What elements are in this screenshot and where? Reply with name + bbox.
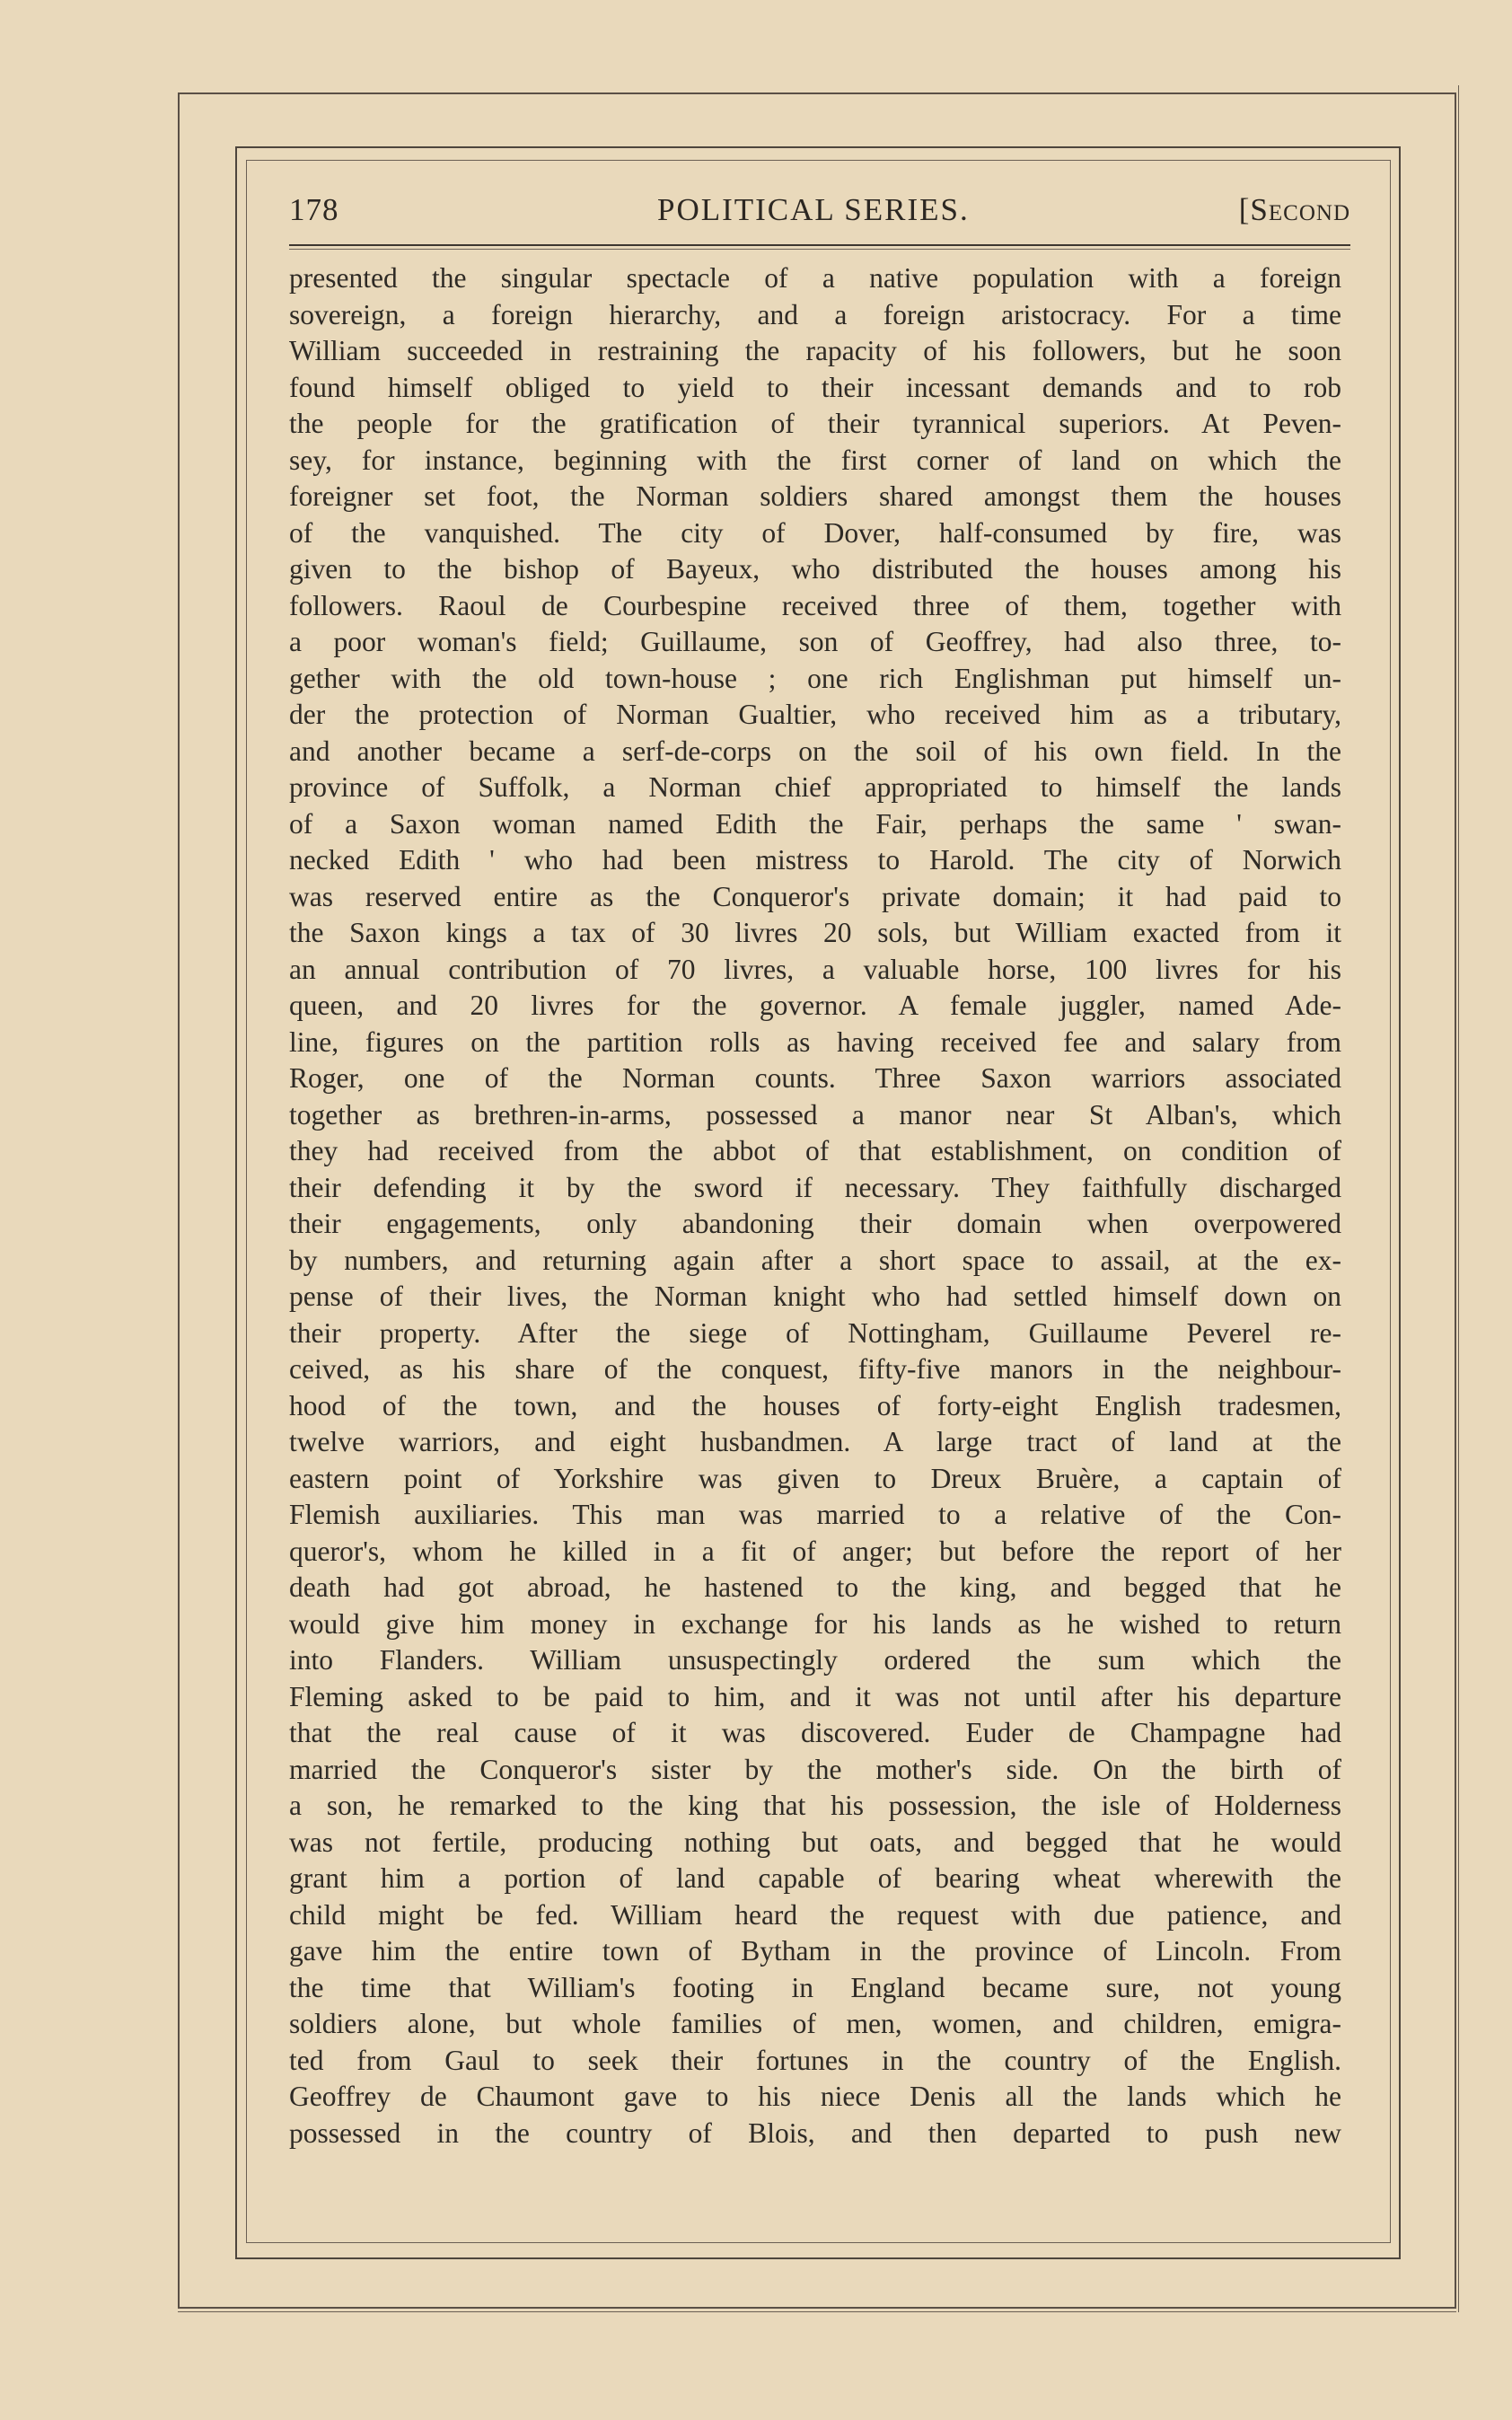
running-head [289, 192, 1350, 237]
series-title: POLITICAL SERIES. [657, 192, 970, 227]
text-line: necked Edith ' who had been mistress to Harold. The city of Norwich [289, 844, 1341, 876]
text-line: hood of the town, and the houses of forty-eight English tradesmen, [289, 1389, 1341, 1421]
text-line: that the real cause of it was discovered. Euder de Champagne had [289, 1717, 1341, 1748]
text-line: into Flanders. William unsuspectingly ordered the sum which the [289, 1644, 1341, 1676]
text-line: presented the singular spectacle of a native population with a foreign [289, 262, 1341, 294]
header-rule [289, 244, 1350, 246]
text-line: death had got abroad, he hastened to the king, and begged that he [289, 1571, 1341, 1603]
text-line: found himself obliged to yield to their incessant demands and to rob [289, 371, 1341, 403]
text-line: a poor woman's field; Guillaume, son of Geoffrey, had also three, to- [289, 626, 1341, 657]
text-line: their engagements, only abandoning their domain when overpowered [289, 1208, 1341, 1239]
page-number: 178 [289, 192, 339, 227]
text-line: Roger, one of the Norman counts. Three Saxon warriors associated [289, 1062, 1341, 1094]
text-line: der the protection of Norman Gualtier, who received him as a tributary, [289, 699, 1341, 730]
text-line: queror's, whom he killed in a fit of anger; but before the report of her [289, 1535, 1341, 1567]
text-line: William succeeded in restraining the rapacity of his followers, but he soon [289, 335, 1341, 366]
text-line: followers. Raoul de Courbespine received three of them, together with [289, 589, 1341, 621]
text-line: Flemish auxiliaries. This man was married to a relative of the Con- [289, 1499, 1341, 1530]
text-line: together as brethren-in-arms, possessed a manor near St Alban's, which [289, 1098, 1341, 1131]
text-line: and another became a serf-de-corps on the soil of his own field. In the [289, 735, 1341, 767]
text-line: ceived, as his share of the conquest, fifty-five manors in the neighbour- [289, 1353, 1341, 1385]
text-line: pense of their lives, the Norman knight who had settled himself down on [289, 1280, 1341, 1312]
body-text [289, 260, 1341, 2152]
text-line: the Saxon kings a tax of 30 livres 20 sols, but William exacted from it [289, 917, 1341, 948]
text-line: an annual contribution of 70 livres, a valuable horse, 100 livres for his [289, 953, 1341, 985]
text-line: foreigner set foot, the Norman soldiers shared amongst them the houses [289, 480, 1341, 512]
text-line: of the vanquished. The city of Dover, half-consumed by fire, was [289, 516, 1341, 549]
text-line: line, figures on the partition rolls as having received fee and salary from [289, 1025, 1341, 1058]
text-line: sovereign, a foreign hierarchy, and a foreign aristocracy. For a time [289, 298, 1341, 330]
text-line: was reserved entire as the Conqueror's private domain; it had paid to [289, 880, 1341, 912]
text-line: sey, for instance, beginning with the first corner of land on which the [289, 444, 1341, 476]
text-line: ted from Gaul to seek their fortunes in the country of the English. [289, 2044, 1341, 2076]
text-line: was not fertile, producing nothing but oats, and begged that he would [289, 1826, 1341, 1858]
section-label: [Second [1238, 192, 1350, 227]
text-line: Fleming asked to be paid to him, and it was not until after his departure [289, 1680, 1341, 1712]
text-line: would give him money in exchange for his lands as he wished to return [289, 1607, 1341, 1640]
text-line: gave him the entire town of Bytham in the province of Lincoln. From [289, 1935, 1341, 1967]
outer-frame-bottom-rule [178, 2311, 1456, 2312]
text-line: child might be fed. William heard the request with due patience, and [289, 1898, 1341, 1931]
text-line: they had received from the abbot of that establishment, on condition of [289, 1135, 1341, 1166]
text-line: gether with the old town-house ; one rich Englishman put himself un- [289, 662, 1341, 694]
text-line: the people for the gratification of their tyrannical superiors. At Peven- [289, 408, 1341, 439]
text-line: married the Conqueror's sister by the mother's side. On the birth of [289, 1753, 1341, 1785]
text-line: Geoffrey de Chaumont gave to his niece Denis all the lands which he [289, 2081, 1341, 2112]
text-line: a son, he remarked to the king that his possession, the isle of Holderness [289, 1790, 1341, 1821]
text-line: soldiers alone, but whole families of men, women, and children, emigra- [289, 2008, 1341, 2039]
text-line: possessed in the country of Blois, and then departed to push new [289, 2116, 1341, 2149]
text-line: eastern point of Yorkshire was given to Dreux Bruère, a captain of [289, 1462, 1341, 1494]
text-line: of a Saxon woman named Edith the Fair, perhaps the same ' swan- [289, 807, 1341, 840]
text-line: queen, and 20 livres for the governor. A female juggler, named Ade- [289, 990, 1341, 1021]
outer-frame-right-rule [1458, 85, 1459, 2312]
text-line: twelve warriors, and eight husbandmen. A large tract of land at the [289, 1426, 1341, 1457]
text-line: the time that William's footing in England became sure, not young [289, 1971, 1341, 2003]
text-line: grant him a portion of land capable of bearing wheat wherewith the [289, 1862, 1341, 1894]
text-line: their property. After the siege of Nottingham, Guillaume Peverel re- [289, 1316, 1341, 1349]
text-line: by numbers, and returning again after a short space to assail, at the ex- [289, 1244, 1341, 1276]
text-line: given to the bishop of Bayeux, who distributed the houses among his [289, 553, 1341, 585]
text-line: province of Suffolk, a Norman chief appropriated to himself the lands [289, 771, 1341, 803]
text-line: their defending it by the sword if necessary. They faithfully discharged [289, 1171, 1341, 1203]
header-rule-secondary [289, 249, 1350, 250]
